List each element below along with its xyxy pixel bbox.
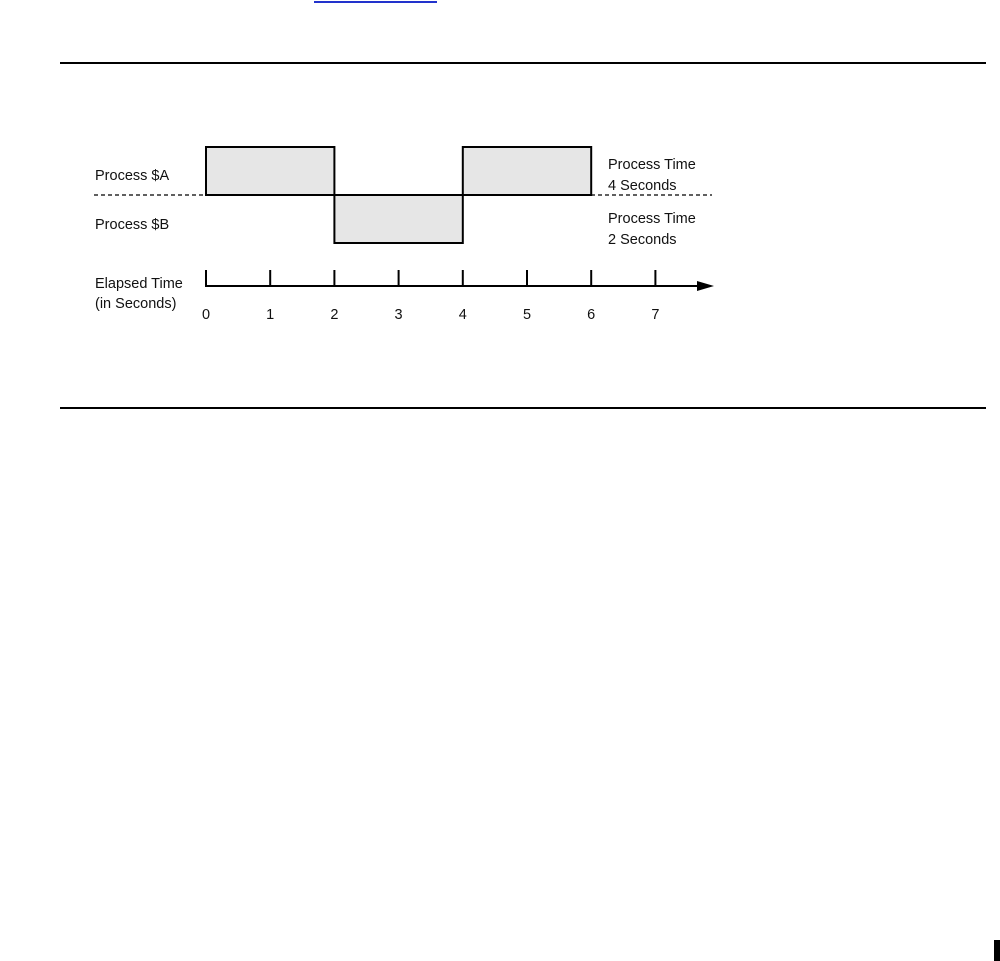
process-a-note-line2: 4 Seconds — [608, 178, 677, 194]
axis-tick-label-5: 5 — [522, 307, 532, 323]
axis-tick-label-0: 0 — [201, 307, 211, 323]
process-a-active-block-1 — [206, 147, 334, 195]
process-b-active-block-1 — [334, 195, 462, 243]
process-b-label: Process $B — [95, 217, 170, 233]
axis-tick-label-3: 3 — [394, 307, 403, 323]
process-b-note-line2: 2 Seconds — [608, 232, 677, 248]
time-axis-arrowhead — [697, 281, 714, 291]
axis-tick-label-4: 4 — [458, 307, 467, 323]
process-b-note-line1: Process Time — [608, 211, 696, 227]
axis-tick-label-1: 1 — [266, 307, 275, 323]
axis-tick-label-2: 2 — [330, 307, 339, 323]
process-a-note-line1: Process Time — [608, 157, 696, 173]
timing-diagram — [0, 0, 1000, 420]
axis-label-line1: Elapsed Time — [95, 276, 183, 292]
page-corner-mark — [994, 940, 1000, 961]
process-a-active-block-2 — [463, 147, 591, 195]
axis-tick-label-7: 7 — [651, 307, 660, 323]
axis-tick-label-6: 6 — [587, 307, 596, 323]
time-axis-ticks — [202, 270, 659, 323]
axis-label-line2: (in Seconds) — [95, 296, 177, 312]
process-a-label: Process $A — [95, 168, 170, 184]
